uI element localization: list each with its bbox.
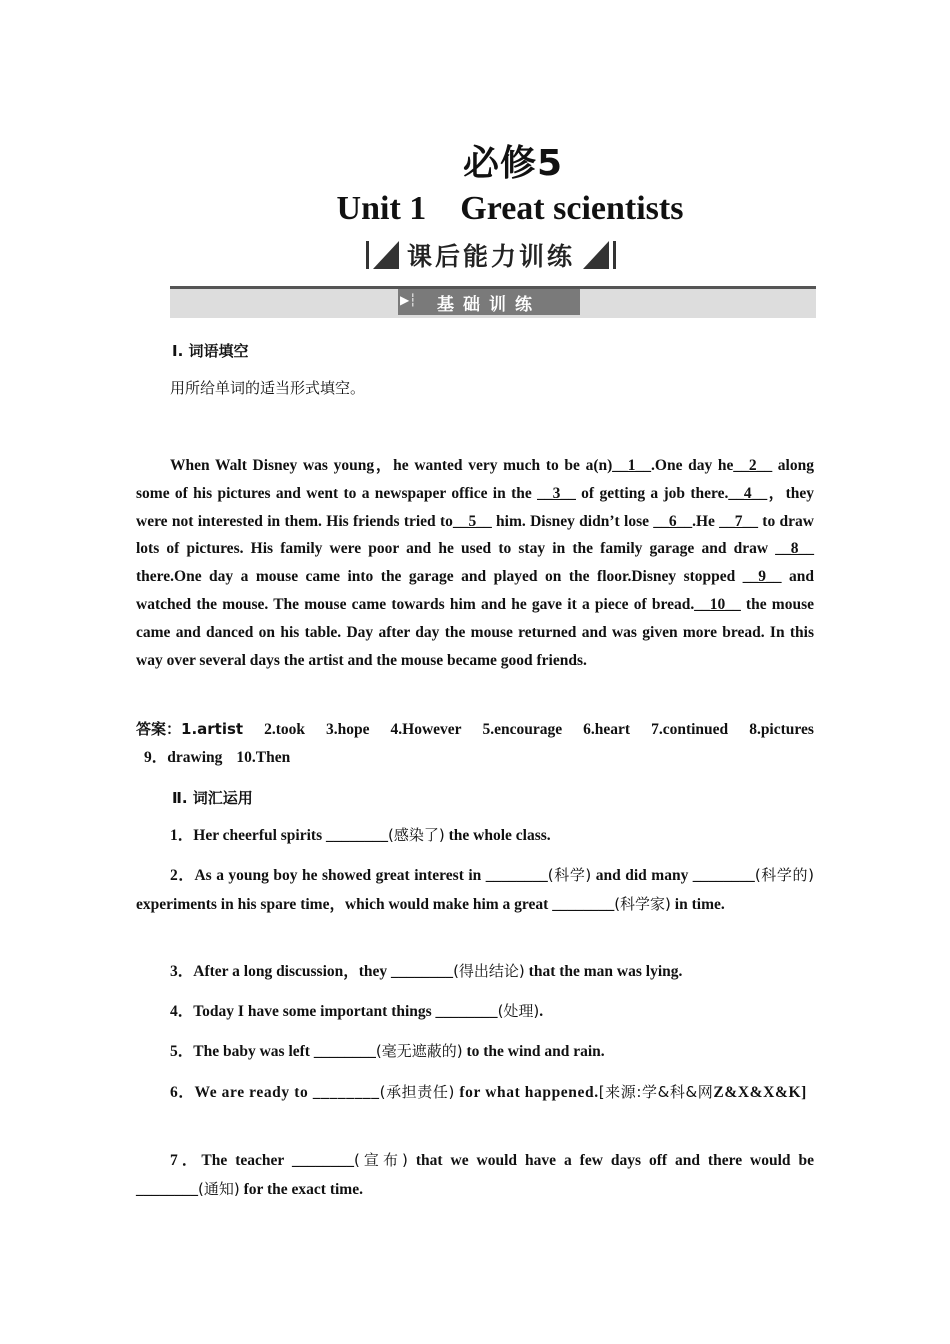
answer-item: 1.artist [181,720,244,738]
question-number: 6． [170,1084,195,1101]
answer-item: 6.heart [583,721,631,738]
question-1 [136,821,814,850]
chinese-hint: (感染了) [388,826,445,844]
question-text: . [539,1003,544,1020]
cloze-blank: __9__ [742,568,782,586]
passage-text: there.One day a mouse came into the garage and played on the floor.Disney stopped [136,568,743,586]
cloze-passage [136,452,814,674]
tab-arrow-icon: ▶┆ [400,293,417,307]
cloze-blank: __1__ [612,457,652,474]
cloze-blank: __5__ [452,512,492,530]
question-text: Her cheerful spirits ________ [193,827,388,844]
answer-item: 2.took [264,721,306,738]
cloze-blank: __3__ [537,484,576,502]
passage-text: ，they were not interested in them. His friends tried to [136,484,815,530]
chinese-hint: (通知) [198,1180,240,1198]
unit-title [0,190,950,228]
chinese-hint: (处理) [497,1002,540,1020]
passage-text: and watched the mouse. The mouse came towards him and he gave it a piece of bread. [136,568,814,613]
cloze-blank: __2__ [733,457,773,474]
passage-text: of getting a job there. [575,484,729,502]
answer-item: 4.However [390,721,462,738]
question-number: 5． [170,1043,194,1060]
question-text: The teacher ________ [201,1152,354,1169]
passage-text: When Walt Disney was young，he wanted very much to be a(n) [170,457,613,474]
unit-name: Great scientists [460,190,684,227]
answer-item: 10.Then [236,748,291,766]
answer-item: 9．drawing [144,748,223,766]
answers-label: 答案：1.artist [136,720,244,738]
chinese-hint: (科学) [547,866,592,884]
passage-text: to draw lots of pictures. His family were poor and he used to stay in the family garage and draw [136,512,814,558]
answer-item: 3.hope [326,721,370,738]
passage-text: him. Disney didn’t lose [491,512,654,530]
question-text: that the man was lying. [524,963,683,980]
part2-heading: Ⅱ. 词汇运用 [172,789,253,807]
passage-text: along some of his pictures and went to a newspaper office in the [136,457,814,502]
answers-row-2 [136,744,814,772]
passage-text: the mouse came and danced on his table. Day after day the mouse returned and was given more bread. In this way over several days the artist and the mouse became good friends. [136,595,814,669]
question-4 [136,997,814,1026]
question-text: for the exact time. [239,1181,363,1198]
cloze-blank: __6__ [653,512,693,530]
passage-text: .One day he [651,457,734,474]
question-2 [136,861,814,919]
question-3 [136,957,814,986]
cloze-blank: __7__ [719,512,758,530]
banner-right-bar [613,241,616,269]
answer-key [136,716,814,772]
question-text: and did many ________ [591,867,755,884]
question-text: We are ready to ________ [194,1084,380,1101]
question-number: 1． [170,827,194,844]
question-text: Z&X&X&K] [713,1084,807,1101]
chinese-hint: (科学家) [614,895,671,913]
question-number: 7． [170,1152,202,1169]
volume-title: 必修5 [462,143,564,184]
question-number: 3． [170,963,194,980]
answer-item: 5.encourage [482,721,563,738]
part1-instruction: 用所给单词的适当形式填空。 [170,379,366,397]
banner-text: 课后能力训练 [407,242,576,271]
chinese-hint: (承担责任) [379,1083,455,1101]
banner-right-triangle-icon [583,241,609,269]
question-text: Today I have some important things ________ [193,1003,498,1020]
chinese-hint: (得出结论) [453,962,525,980]
question-text: to the wind and rain. [462,1043,605,1060]
banner-left-bar [366,241,369,269]
cloze-blank: __10__ [694,595,741,613]
chinese-hint: (毫无遮蔽的) [375,1042,463,1060]
chinese-hint: (宣布) [353,1151,408,1169]
question-text: As a young boy he showed great interest in ________ [194,867,548,884]
question-7 [136,1146,814,1204]
answer-item: 8.pictures [749,721,814,738]
chinese-hint: (科学的) [754,866,814,884]
question-text: in time. [670,896,725,913]
question-number: 2． [170,867,195,884]
question-text: that we would have a few days off and there would be ________ [136,1152,814,1198]
chinese-hint: [来源:学&科&网 [598,1083,714,1101]
section-tab-label: 基础训练 [437,294,541,315]
cloze-blank: __8__ [775,540,814,558]
section-tab [398,289,580,315]
question-5 [136,1037,814,1066]
question-text: the whole class. [444,827,551,844]
banner-left-triangle-icon [373,241,399,269]
question-text: for what happened. [454,1084,599,1101]
question-6 [136,1078,814,1107]
part1-heading: Ⅰ. 词语填空 [172,342,249,360]
exercise-banner [366,238,616,272]
cloze-blank: __4__ [728,484,768,502]
question-number: 4． [170,1003,194,1020]
question-text: The baby was left ________ [193,1043,376,1060]
answer-item: 7.continued [651,721,729,738]
question-text: After a long discussion，they ________ [193,963,454,980]
question-text: experiments in his spare time，which would make him a great ________ [136,896,615,913]
passage-text: .He [692,512,720,530]
unit-label: Unit 1 [336,190,427,227]
